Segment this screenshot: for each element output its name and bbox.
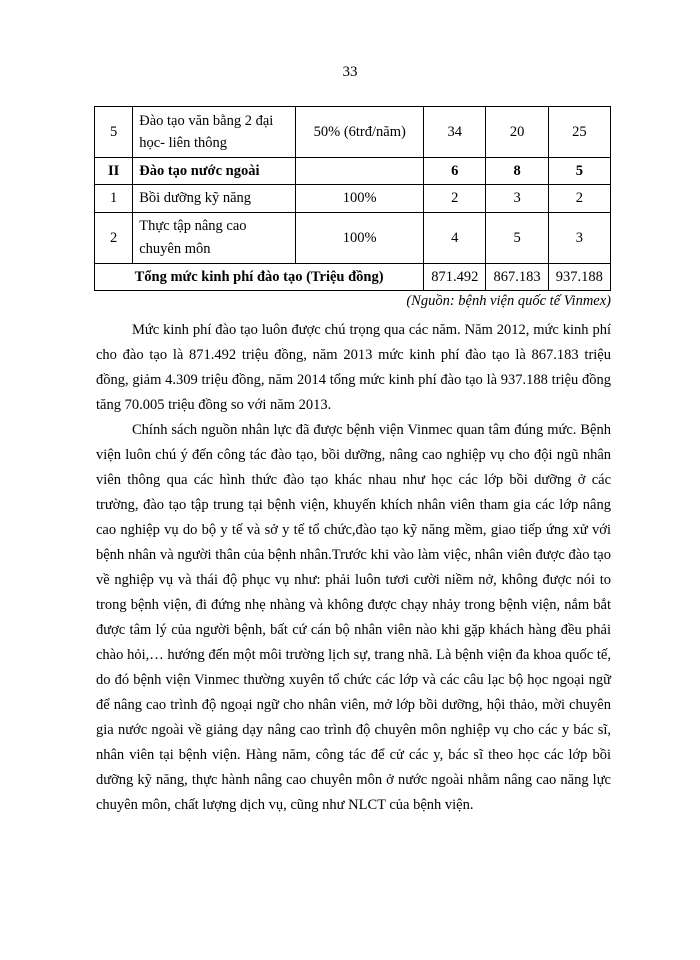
value-2014: 3 — [548, 212, 610, 263]
value-2014: 5 — [548, 158, 610, 185]
table-row — [95, 212, 611, 263]
table-source-note: (Nguồn: bệnh viện quốc tế Vinmex) — [406, 293, 611, 309]
row-name: Đào tạo văn bằng 2 đại học- liên thông — [133, 107, 296, 158]
value-2013: 3 — [486, 185, 548, 212]
row-index: II — [95, 158, 133, 185]
row-name: Đào tạo nước ngoài — [133, 158, 296, 185]
total-label: Tổng mức kinh phí đào tạo (Triệu đồng) — [95, 263, 424, 290]
page-number: 33 — [342, 64, 358, 80]
row-rate: 100% — [296, 212, 424, 263]
value-2012: 2 — [424, 185, 486, 212]
body-text — [96, 318, 611, 818]
total-2014: 937.188 — [548, 263, 610, 290]
paragraph: Chính sách nguồn nhân lực đã được bệnh viện Vinmec quan tâm đúng mức. Bệnh viện luôn chú ý đến công tác đào tạo, bồi dưỡng, nâng cao nghiệp vụ cho đội ngũ nhân viên thông qua các hình thức đào tạo khác nhau như học các lớp bồi dưỡng ở các trường, đào tạo tập trung tại bệnh viện, khuyến khích nhân viên tham gia các lớp nâng cao nghiệp vụ do bộ y tế và sở y tế tổ chức,đào tạo kỹ năng mềm, giao tiếp ứng xử với bệnh nhân và người thân của bệnh nhân.Trước khi vào làm việc, nhân viên được đào tạo về nghiệp vụ và thái độ phục vụ như: phải luôn tươi cười niềm nở, không được nói to trong bệnh viện, đi đứng nhẹ nhàng và không được chạy nhảy trong bệnh viện, nắm bắt được tâm lý của người bệnh, bất cứ cán bộ nhân viên nào khi gặp khách hàng đều phải chào hỏi,… hướng đến một môi trường lịch sự, trang nhã. Là bệnh viện đa khoa quốc tế, do đó bệnh viện Vinmec thường xuyên tổ chức các lớp và các câu lạc bộ học ngoại ngữ để nâng cao trình độ ngoại ngữ cho nhân viên, mở lớp bồi dưỡng, hội thảo, mời chuyên gia nước ngoài về giảng dạy nâng cao trình độ chuyên môn nghiệp vụ cho các y bác sĩ, nhân viên tại bệnh viện. Hàng năm, công tác để cử các y, bác sĩ theo học các lớp bồi dưỡng kỹ năng, thực hành nâng cao chuyên môn ở nước ngoài nhằm nâng cao năng lực chuyên môn, chất lượng dịch vụ, cũng như NLCT của bệnh viện. — [96, 422, 611, 813]
value-2013: 20 — [486, 107, 548, 158]
table-row — [95, 158, 611, 185]
value-2013: 8 — [486, 158, 548, 185]
value-2012: 4 — [424, 212, 486, 263]
row-name: Thực tập nâng cao chuyên môn — [133, 212, 296, 263]
row-rate — [296, 158, 424, 185]
value-2012: 34 — [424, 107, 486, 158]
row-name: Bồi dưỡng kỹ năng — [133, 185, 296, 212]
total-2012: 871.492 — [424, 263, 486, 290]
row-index: 2 — [95, 212, 133, 263]
value-2014: 25 — [548, 107, 610, 158]
total-row — [95, 263, 611, 290]
table-row — [95, 185, 611, 212]
total-2013: 867.183 — [486, 263, 548, 290]
value-2014: 2 — [548, 185, 610, 212]
training-cost-table — [94, 106, 611, 291]
row-rate: 50% (6trđ/năm) — [296, 107, 424, 158]
table-row — [95, 107, 611, 158]
value-2013: 5 — [486, 212, 548, 263]
row-rate: 100% — [296, 185, 424, 212]
value-2012: 6 — [424, 158, 486, 185]
row-index: 1 — [95, 185, 133, 212]
paragraph: Mức kinh phí đào tạo luôn được chú trọng qua các năm. Năm 2012, mức kinh phí cho đào tạo là 871.492 triệu đồng, năm 2013 mức kinh phí đào tạo là 867.183 triệu đồng, giảm 4.309 triệu đồng, năm 2014 tổng mức kinh phí đào tạo là 937.188 triệu đồng tăng 70.005 triệu đồng so với năm 2013. — [96, 322, 611, 413]
row-index: 5 — [95, 107, 133, 158]
